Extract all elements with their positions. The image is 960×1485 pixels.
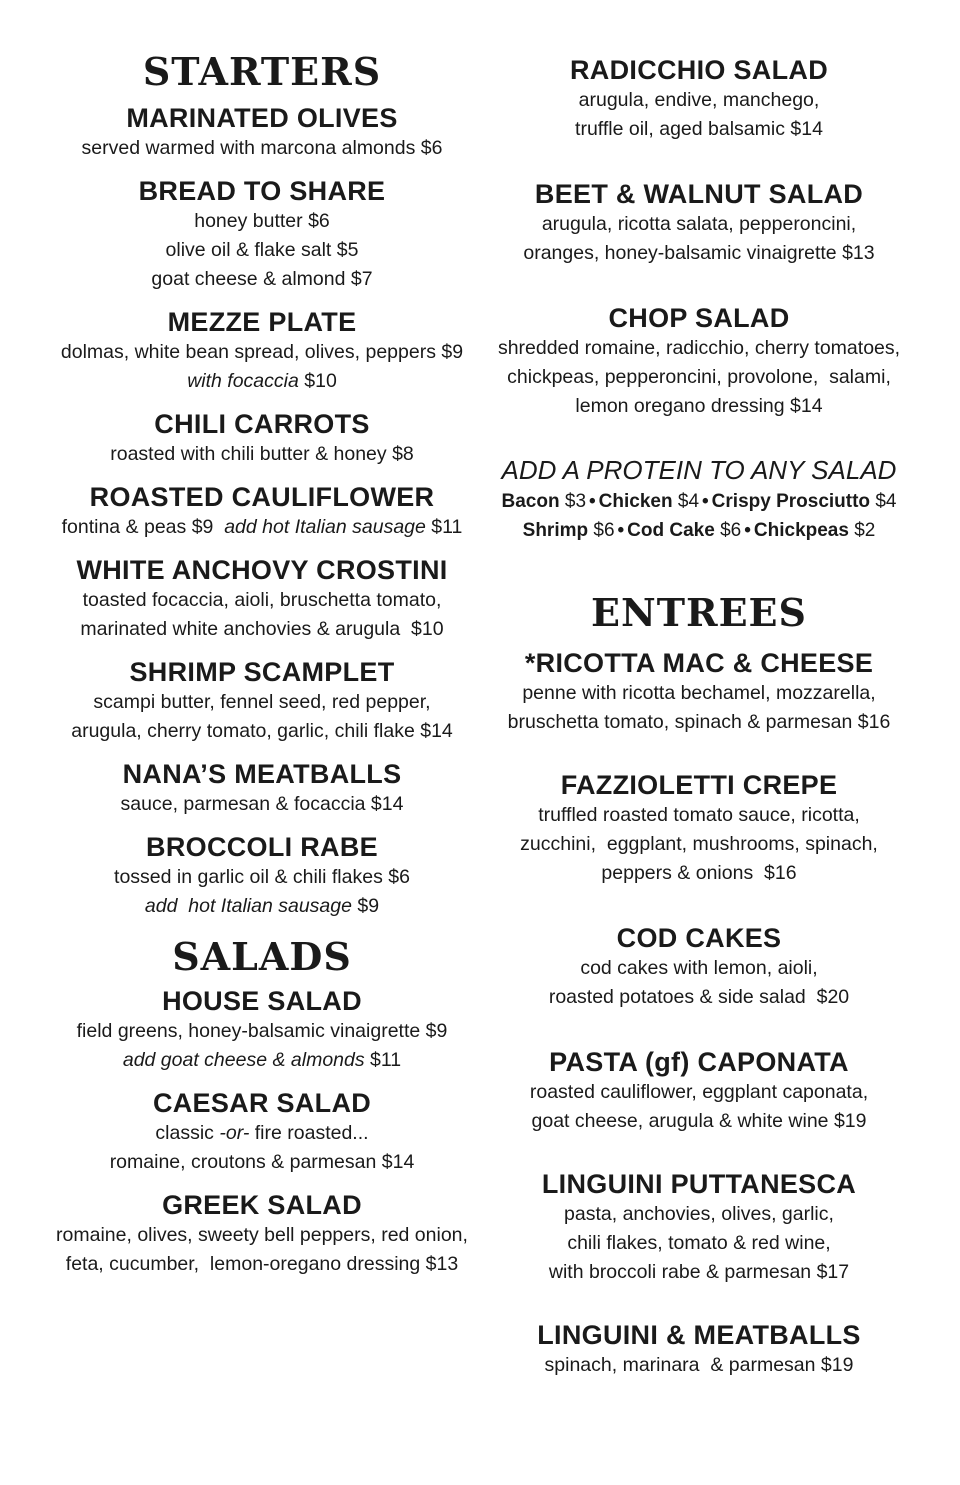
menu-item-name: CAESAR SALAD: [152, 1088, 372, 1118]
menu-item-description: [468, 708, 930, 737]
protein-name: Cod Cake: [627, 520, 715, 541]
menu-item-text: fire roasted...: [249, 1122, 369, 1144]
menu-item-text: goat cheese & almond: [151, 268, 351, 290]
menu-item: [30, 102, 494, 163]
menu-item-description: [468, 954, 930, 983]
protein-price: $4: [875, 491, 897, 512]
menu-item: [468, 769, 930, 888]
menu-item-description: [30, 892, 494, 921]
menu-item: [30, 408, 494, 469]
menu-item-name: CHOP SALAD: [608, 303, 790, 333]
menu-item-text: shredded romaine, radicchio, cherry tomatoes,: [497, 337, 901, 359]
menu-item-price: $9: [191, 516, 219, 538]
protein-name: Crispy Prosciutto: [711, 491, 871, 512]
menu-item-description: [468, 1078, 930, 1107]
salads-list: [30, 985, 494, 1279]
menu-item-price: $14: [790, 395, 823, 417]
menu-item-text: romaine, croutons & parmesan: [109, 1151, 382, 1173]
menu-item-price: $14: [370, 793, 404, 815]
menu-item-description: [30, 717, 494, 746]
menu-item-name: GREEK SALAD: [162, 1190, 362, 1220]
menu-item: [468, 1168, 930, 1287]
menu-item-text: romaine, olives, sweety bell peppers, red onion,: [56, 1224, 468, 1246]
menu-item-text: marinated white anchovies & arugula: [80, 618, 406, 640]
menu-item-description: [468, 830, 930, 859]
protein-price: $6: [593, 520, 615, 541]
menu-item-description: [30, 1017, 494, 1046]
menu-item-price: $6: [420, 137, 443, 159]
menu-item: [468, 302, 930, 421]
menu-item-price: $20: [811, 986, 850, 1008]
menu-item-description: [30, 688, 494, 717]
menu-item-text: lemon oregano dressing: [575, 395, 791, 417]
menu-item-text: fontina & peas: [61, 516, 192, 538]
menu-item-text: peppers & onions: [601, 862, 759, 884]
menu-item-description: [30, 1250, 494, 1279]
protein-addon-rows: [468, 487, 930, 545]
menu-item-text: with broccoli rabe & parmesan: [548, 1261, 817, 1283]
menu-item-description: [468, 1258, 930, 1287]
menu-item: [468, 647, 930, 737]
menu-item-text: roasted cauliflower, eggplant caponata,: [529, 1081, 869, 1103]
menu-item-name: BEET & WALNUT SALAD: [534, 179, 864, 209]
menu-item-text: penne with ricotta bechamel, mozzarella,: [522, 682, 876, 704]
menu-item-price: $17: [816, 1261, 850, 1283]
menu-item-price: $11: [370, 1049, 402, 1071]
menu-item-text: arugula, ricotta salata, pepperoncini,: [541, 213, 857, 235]
menu-item-description: [468, 392, 930, 421]
menu-item-text: chickpeas, pepperoncini, provolone, salami,: [507, 366, 891, 388]
menu-item-text: pasta, anchovies, olives, garlic,: [564, 1203, 834, 1225]
protein-name: Bacon: [501, 491, 560, 512]
menu-item-name: COD CAKES: [616, 923, 782, 953]
salads-heading: SALADS: [172, 934, 352, 979]
separator-dot: •: [744, 520, 751, 541]
menu-item-price: $6: [388, 866, 410, 888]
menu-item: [30, 1087, 494, 1177]
menu-item: [30, 831, 494, 921]
menu-item-text: sauce, parmesan & focaccia: [120, 793, 371, 815]
menu-item-price: $13: [425, 1253, 459, 1275]
menu-item-price: $16: [758, 862, 797, 884]
menu-item-description: [30, 513, 494, 542]
menu-item-text: add goat cheese & almonds: [122, 1049, 371, 1071]
menu-item-text: truffled roasted tomato sauce, ricotta,: [538, 804, 860, 826]
menu-item: [468, 1046, 930, 1136]
menu-item: [468, 922, 930, 1012]
menu-item: [30, 1189, 494, 1279]
menu-item-description: [30, 440, 494, 469]
menu-item-price: $14: [420, 720, 453, 742]
menu-item-price: $5: [336, 239, 359, 261]
protein-addon: [468, 453, 930, 545]
menu-item-price: $8: [392, 443, 414, 465]
menu-item-description: [30, 790, 494, 819]
right-column: [468, 50, 930, 1380]
menu-item: [468, 54, 930, 144]
menu-item-name: RADICCHIO SALAD: [570, 55, 828, 85]
menu-item-name: CHILI CARROTS: [154, 409, 370, 439]
menu-item-name: MEZZE PLATE: [167, 307, 357, 337]
menu-item-description: [30, 367, 494, 396]
menu-item-text: roasted potatoes & side salad: [548, 986, 812, 1008]
menu-item-description: [468, 1200, 930, 1229]
menu-item-description: [30, 134, 494, 163]
separator-dot: •: [617, 520, 625, 541]
menu-item-text: chili flakes, tomato & red wine,: [567, 1232, 831, 1254]
menu-item-description: [468, 239, 930, 268]
menu-item-text: goat cheese, arugula & white wine: [531, 1110, 834, 1132]
menu-item-name: NANA’S MEATBALLS: [122, 759, 402, 789]
protein-name: Chickpeas: [753, 520, 849, 541]
menu-item-text: zucchini, eggplant, mushrooms, spinach,: [520, 833, 878, 855]
menu-item-description: [468, 115, 930, 144]
menu-item-text: roasted with chili butter & honey: [110, 443, 393, 465]
menu-item-text: -or-: [219, 1122, 250, 1144]
menu-item-description: [30, 1221, 494, 1250]
menu-item-description: [468, 86, 930, 115]
menu-item: [30, 758, 494, 819]
menu-item: [30, 656, 494, 746]
menu-item-text: add hot Italian sausage: [218, 516, 432, 538]
menu-item-description: [30, 1119, 494, 1148]
menu-item-text: arugula, endive, manchego,: [578, 89, 820, 111]
menu-item-description: [468, 1107, 930, 1136]
menu-item-text: feta, cucumber, lemon-oregano dressing: [65, 1253, 426, 1275]
menu-item-text: bruschetta tomato, spinach & parmesan: [507, 711, 858, 733]
menu-item-text: scampi butter, fennel seed, red pepper,: [93, 691, 431, 713]
menu-item-text: tossed in garlic oil & chili flakes: [114, 866, 389, 888]
separator-dot: •: [589, 491, 596, 512]
menu-item-text: olive oil & flake salt: [165, 239, 337, 261]
menu-item-text: classic: [155, 1122, 220, 1144]
menu-item-name: BREAD TO SHARE: [138, 176, 386, 206]
menu-item-name: ROASTED CAULIFLOWER: [89, 482, 435, 512]
menu-item: [468, 178, 930, 268]
menu-item-price: $14: [381, 1151, 415, 1173]
menu-item-description: [468, 983, 930, 1012]
menu-item-text: arugula, cherry tomato, garlic, chili flake: [71, 720, 421, 742]
menu-item-description: [30, 615, 494, 644]
menu-item-description: [468, 801, 930, 830]
menu-item-description: [30, 1046, 494, 1075]
menu-item: [30, 175, 494, 294]
menu-item-price: $10: [304, 370, 337, 392]
protein-addon-title: ADD A PROTEIN TO ANY SALAD: [501, 455, 897, 485]
separator-dot: •: [702, 491, 709, 512]
entrees-list: [468, 647, 930, 1380]
menu-item-name: MARINATED OLIVES: [126, 103, 398, 133]
menu-item-description: [468, 859, 930, 888]
menu-item-description: [468, 679, 930, 708]
menu-item-description: [468, 1229, 930, 1258]
menu-item-name: WHITE ANCHOVY CROSTINI: [76, 555, 448, 585]
menu-item-price: $19: [833, 1110, 867, 1132]
menu-item-name: LINGUINI PUTTANESCA: [541, 1169, 857, 1199]
menu-item-price: $19: [820, 1354, 854, 1376]
protein-name: Chicken: [598, 491, 673, 512]
menu-item-text: toasted focaccia, aioli, bruschetta tomato,: [82, 589, 442, 611]
menu-item-description: [30, 863, 494, 892]
menu-item-text: spinach, marinara & parmesan: [544, 1354, 821, 1376]
menu-item-text: served warmed with marcona almonds: [81, 137, 421, 159]
menu-item-description: [468, 210, 930, 239]
menu-item: [30, 481, 494, 542]
menu-item-description: [30, 338, 494, 367]
menu-item-description: [468, 1351, 930, 1380]
menu-item-text: honey butter: [194, 210, 309, 232]
entrees-heading: ENTREES: [591, 590, 807, 635]
menu-item-text: add hot Italian sausage: [144, 895, 358, 917]
menu-item-price: $9: [425, 1020, 448, 1042]
protein-price: $4: [677, 491, 700, 512]
protein-price: $3: [564, 491, 587, 512]
menu-item-name: HOUSE SALAD: [162, 986, 362, 1016]
menu-item-text: cod cakes with lemon, aioli,: [580, 957, 818, 979]
salads-right-list: [468, 54, 930, 421]
menu-item-description: [468, 363, 930, 392]
menu-item-name: *RICOTTA MAC & CHEESE: [524, 648, 874, 678]
protein-name: Shrimp: [522, 520, 589, 541]
starters-list: [30, 102, 494, 921]
menu-item-text: oranges, honey-balsamic vinaigrette: [523, 242, 843, 264]
menu-item-name: LINGUINI & MEATBALLS: [537, 1320, 861, 1350]
menu-item: [30, 985, 494, 1075]
menu-item-price: $16: [857, 711, 891, 733]
protein-row: [468, 516, 930, 545]
left-column: [30, 50, 494, 1279]
menu-item-text: dolmas, white bean spread, olives, peppers: [60, 341, 442, 363]
protein-row: [468, 487, 930, 516]
menu-item-description: [30, 265, 494, 294]
menu-item: [30, 306, 494, 396]
menu-item-price: $14: [790, 118, 823, 140]
menu-item-name: PASTA (gf) CAPONATA: [549, 1047, 849, 1077]
menu-item-name: SHRIMP SCAMPLET: [129, 657, 395, 687]
menu-item-text: field greens, honey-balsamic vinaigrette: [76, 1020, 426, 1042]
menu-item: [30, 554, 494, 644]
menu-item-price: $13: [842, 242, 875, 264]
menu-item-description: [30, 586, 494, 615]
menu-item-price: $6: [308, 210, 330, 232]
menu-item-price: $11: [431, 516, 463, 538]
menu-item-name: FAZZIOLETTI CREPE: [560, 770, 838, 800]
menu-item-price: $9: [441, 341, 464, 363]
menu-item-text: truffle oil, aged balsamic: [575, 118, 791, 140]
menu-item-description: [468, 334, 930, 363]
menu-item-price: $9: [357, 895, 380, 917]
starters-heading: STARTERS: [142, 49, 382, 94]
menu-item: [468, 1319, 930, 1380]
menu-item-description: [30, 1148, 494, 1177]
menu-item-description: [30, 207, 494, 236]
protein-price: $2: [854, 520, 876, 541]
menu-item-price: $7: [350, 268, 373, 290]
menu-item-description: [30, 236, 494, 265]
menu-item-price: $10: [405, 618, 444, 640]
menu-item-text: with focaccia: [187, 370, 305, 392]
protein-price: $6: [720, 520, 742, 541]
menu-item-name: BROCCOLI RABE: [146, 832, 378, 862]
